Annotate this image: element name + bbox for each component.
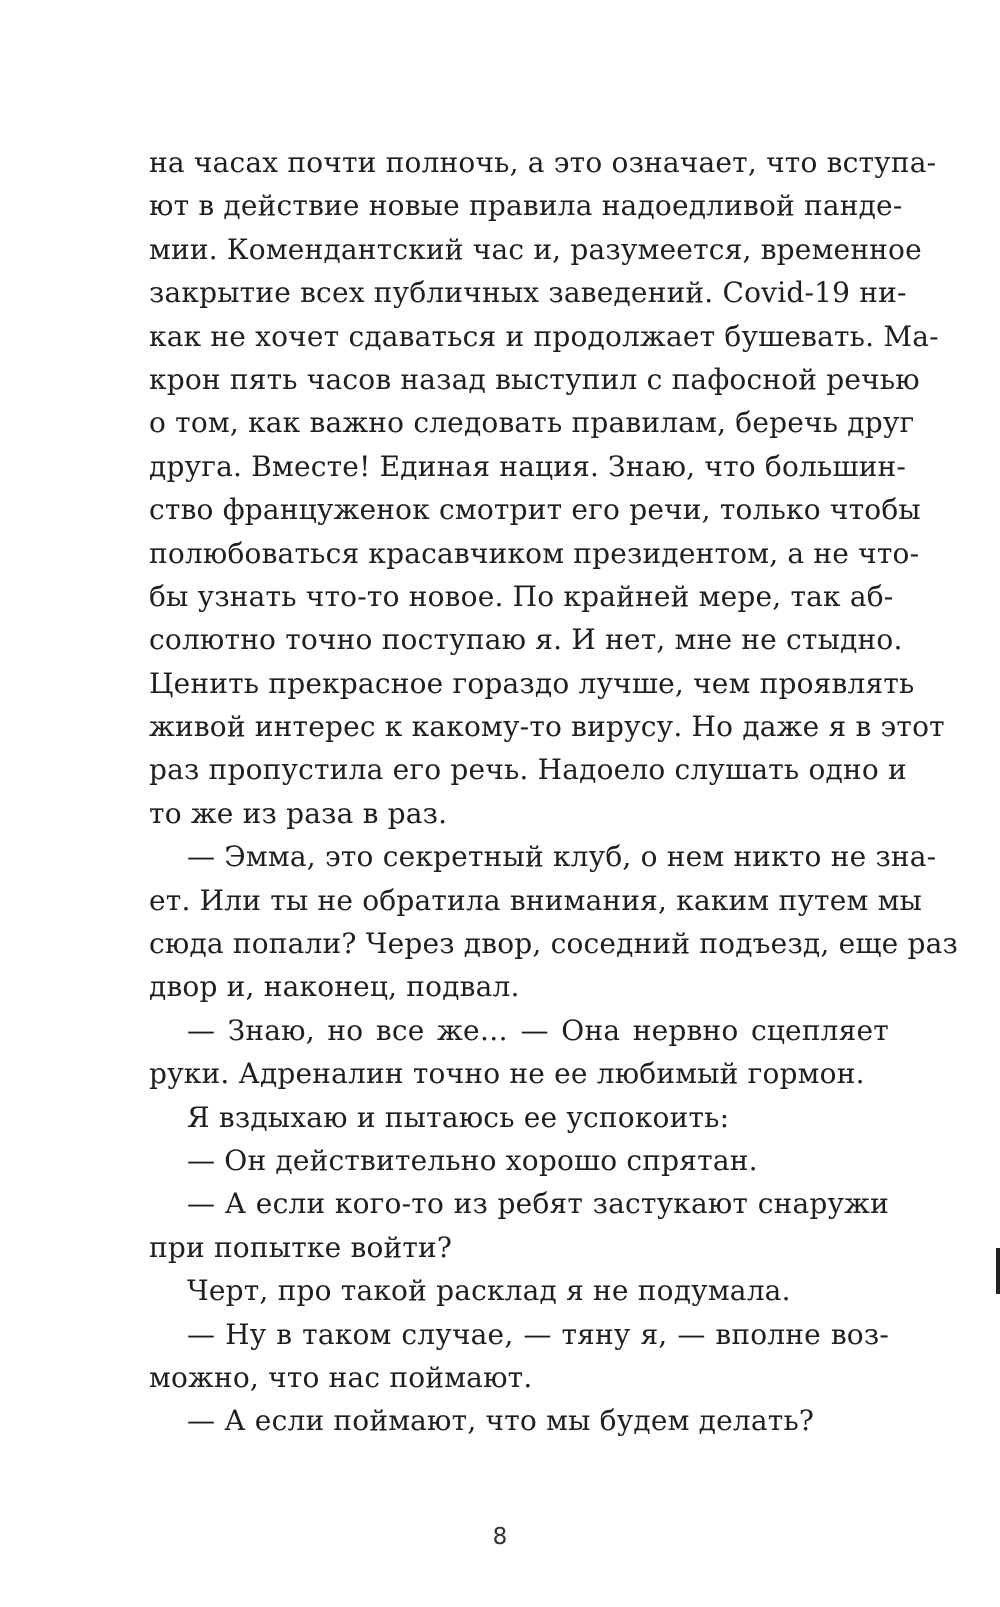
- dialogue-line: — Ну в таком случае, — тяну я, — вполне воз-: [187, 1317, 889, 1351]
- text-line: раз пропустила его речь. Надоело слушать одно и: [149, 753, 907, 787]
- text-line: друга. Вместе! Единая нация. Знаю, что большин-: [149, 449, 907, 483]
- text-line: на часах почти полночь, а это означает, что вступа-: [149, 146, 937, 179]
- text-line: как не хочет сдаваться и продолжает бушевать. Ма-: [149, 319, 939, 353]
- text-line: при попытке войти?: [149, 1230, 453, 1264]
- text-line: ство француженок смотрит его речи, только чтобы: [149, 493, 921, 527]
- text-line: о том, как важно следовать правилам, беречь друг: [149, 406, 915, 440]
- text-line: закрытие всех публичных заведений. Covid-19 ни-: [149, 276, 907, 310]
- dialogue-line: — А если поймают, что мы будем делать?: [187, 1404, 815, 1438]
- dialogue-line: — Эмма, это секретный клуб, о нем никто не зна-: [187, 840, 937, 874]
- text-line: солютно точно поступаю я. И нет, мне не стыдно.: [149, 623, 903, 657]
- text-line: двор и, наконец, подвал.: [149, 970, 520, 1004]
- text-line: то же из раза в раз.: [149, 796, 448, 830]
- text-line: живой интерес к какому-то вирусу. Но даже я в этот: [149, 710, 945, 744]
- text-line: руки. Адреналин точно не ее любимый гормон.: [149, 1057, 865, 1091]
- dialogue-line: — Знаю, но все же… — Она нервно сцепляет: [187, 1013, 889, 1047]
- page-edge-mark: [996, 1248, 1000, 1294]
- text-line: Ценить прекрасное гораздо лучше, чем проявлять: [149, 666, 915, 700]
- text-line: сюда попали? Через двор, соседний подъезд, еще раз: [149, 927, 958, 961]
- dialogue-line: — Он действительно хорошо спрятан.: [187, 1143, 758, 1177]
- text-line: бы узнать что-то новое. По крайней мере, так аб-: [149, 579, 894, 613]
- text-line: Я вздыхаю и пытаюсь ее успокоить:: [187, 1100, 730, 1134]
- text-line: Черт, про такой расклад я не подумала.: [187, 1274, 791, 1308]
- text-line: ют в действие новые правила надоедливой панде-: [149, 189, 903, 223]
- text-line: ет. Или ты не обратила внимания, каким путем мы: [149, 883, 923, 917]
- text-line: крон пять часов назад выступил с пафосной речью: [149, 362, 920, 396]
- dialogue-line: — А если кого-то из ребят застукают снаружи: [187, 1187, 889, 1221]
- text-line: мии. Комендантский час и, разумеется, временное: [149, 232, 922, 266]
- page-number: 8: [492, 1524, 508, 1550]
- text-line: полюбоваться красавчиком президентом, а не что-: [149, 536, 920, 570]
- body-text: [149, 141, 958, 1443]
- text-line: можно, что нас поймают.: [149, 1360, 533, 1394]
